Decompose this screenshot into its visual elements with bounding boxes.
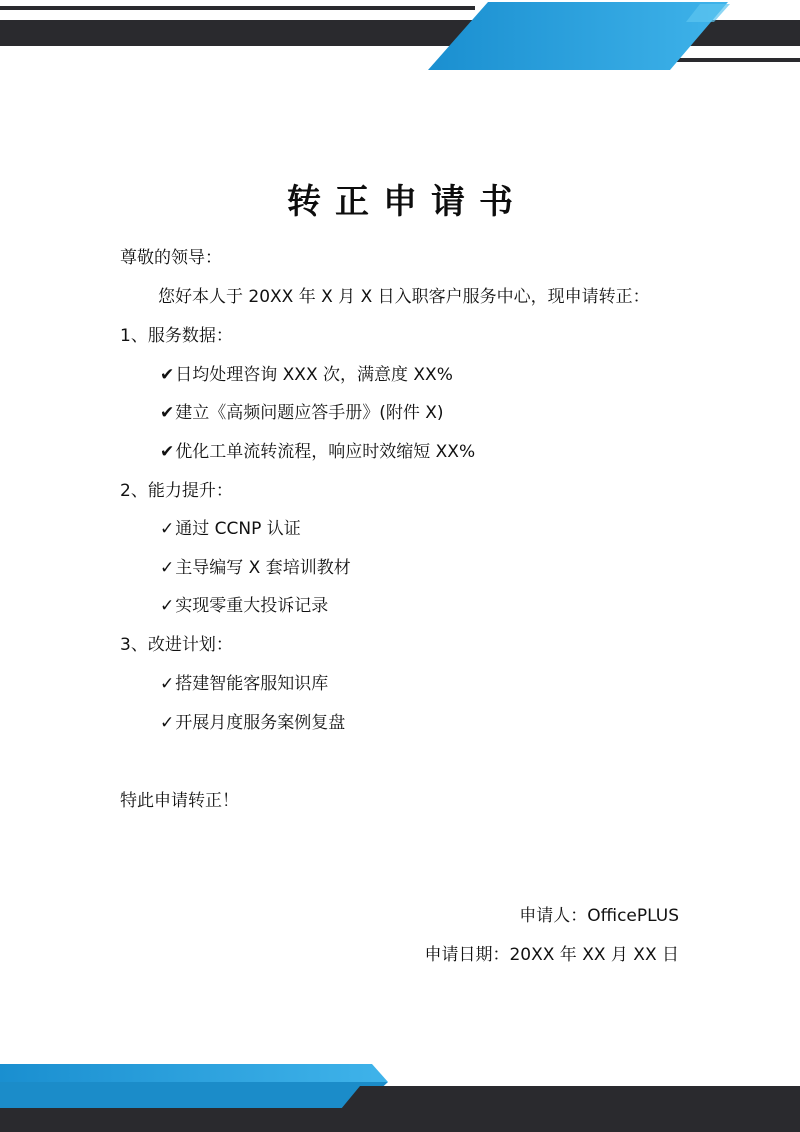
list-item (160, 440, 475, 464)
list-item (160, 401, 444, 425)
list-item-text: 通过 CCNP 认证 (175, 519, 301, 539)
applicant-signature: 申请人：OfficePLUS (519, 906, 679, 926)
list-item-text: 日均处理咨询 XXX 次，满意度 XX% (175, 365, 453, 385)
check-icon: ✓ (160, 713, 175, 733)
check-icon: ✓ (160, 519, 175, 539)
list-item-text: 搭建智能客服知识库 (175, 674, 329, 694)
section-heading-ability: 2、能力提升： (120, 481, 233, 501)
check-icon: ✓ (160, 674, 175, 694)
list-item-text: 优化工单流转流程，响应时效缩短 XX% (175, 442, 476, 462)
check-icon: ✔ (160, 365, 175, 385)
footer-blue-band (0, 1064, 388, 1082)
footer-blue-shadow (0, 1082, 388, 1108)
header-thin-line-right (668, 58, 800, 62)
check-icon: ✔ (160, 403, 175, 423)
application-date: 申请日期：20XX 年 XX 月 XX 日 (424, 945, 679, 965)
list-item-text: 实现零重大投诉记录 (175, 596, 329, 616)
list-item-text: 建立《高频问题应答手册》(附件 X) (175, 403, 444, 423)
list-item (160, 672, 328, 696)
footer-decoration (0, 1062, 800, 1132)
check-icon: ✓ (160, 558, 175, 578)
list-item (160, 556, 351, 580)
footer-dark-band (322, 1086, 800, 1132)
section-heading-service: 1、服务数据： (120, 326, 233, 346)
document-title: 转正申请书 (287, 182, 527, 222)
list-item-text: 开展月度服务案例复盘 (175, 713, 346, 733)
list-item (160, 711, 345, 735)
salutation: 尊敬的领导： (120, 248, 222, 268)
footer-dark-base (0, 1108, 800, 1132)
intro-paragraph: 您好本人于 20XX 年 X 月 X 日入职客户服务中心，现申请转正： (158, 287, 650, 307)
header-decoration (0, 0, 800, 70)
list-item-text: 主导编写 X 套培训教材 (175, 558, 351, 578)
header-dark-band (0, 20, 800, 46)
list-item (160, 594, 328, 618)
header-blue-band (428, 2, 728, 70)
section-heading-plan: 3、改进计划： (120, 635, 233, 655)
list-item (160, 517, 301, 541)
closing-line: 特此申请转正！ (120, 791, 239, 811)
check-icon: ✓ (160, 596, 175, 616)
list-item (160, 363, 453, 387)
header-thin-line (0, 6, 475, 10)
check-icon: ✔ (160, 442, 175, 462)
header-blue-highlight (686, 4, 730, 22)
